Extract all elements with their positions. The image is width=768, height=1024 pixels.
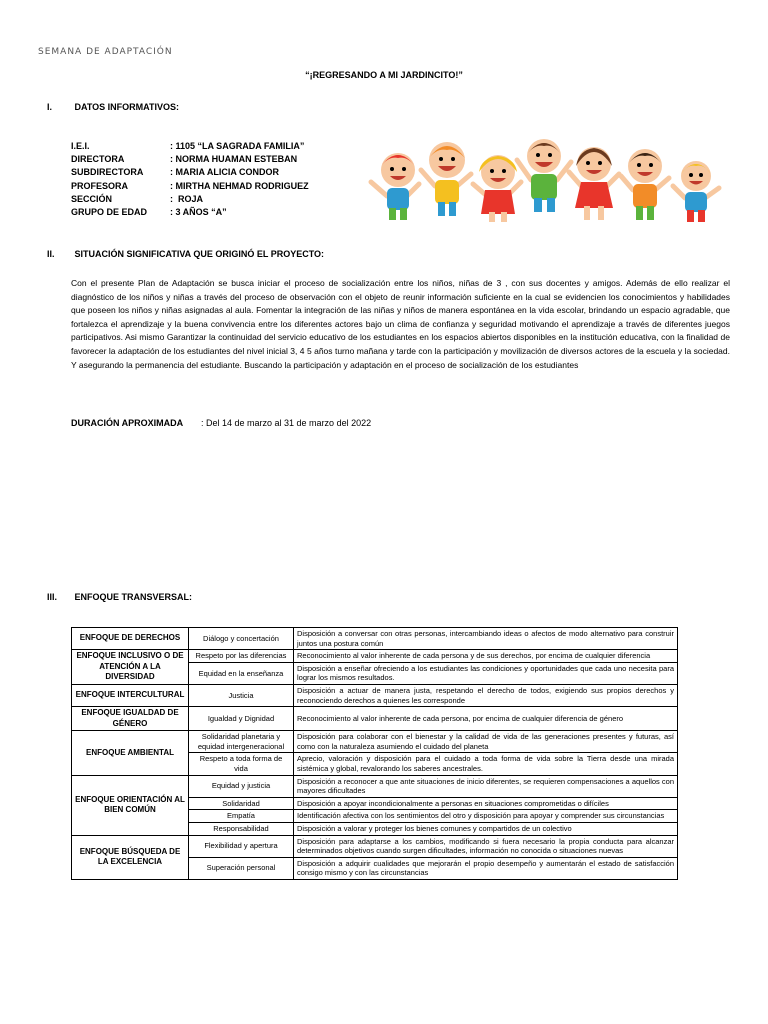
enfoque-description: Disposición a actuar de manera justa, respetando el derecho de todos, exigiendo sus propios derechos y reconociendo derechos a quienes les corresponde — [294, 684, 678, 706]
enfoque-value: Respeto por las diferencias — [189, 650, 294, 663]
info-row — [71, 193, 309, 206]
enfoque-description: Reconocimiento al valor inherente de cada persona, por encima de cualquier diferencia de género — [294, 707, 678, 731]
info-row — [71, 140, 309, 153]
info-value: : MIRTHA NEHMAD RODRIGUEZ — [170, 180, 309, 191]
enfoque-value: Empatía — [189, 810, 294, 823]
section-number: III. — [47, 592, 58, 602]
enfoque-description: Identificación afectiva con los sentimientos del otro y disposición para apoyar y comprender sus circunstancias — [294, 810, 678, 823]
enfoque-value: Equidad en la enseñanza — [189, 662, 294, 684]
child-figure — [517, 139, 571, 212]
enfoque-name: ENFOQUE DE DERECHOS — [72, 628, 189, 650]
enfoque-description: Disposición para adaptarse a los cambios, modificando si fuera necesario la propia conducta para alcanzar determinados objetivos cuando surgen dificultades, información no conocida o situaciones nuevas — [294, 835, 678, 857]
enfoque-name: ENFOQUE ORIENTACIÓN AL BIEN COMÚN — [72, 775, 189, 835]
info-value: : 1105 “LA SAGRADA FAMILIA” — [170, 141, 305, 151]
table-row — [72, 650, 678, 663]
info-row — [71, 180, 309, 193]
info-value: : MARIA ALICIA CONDOR — [170, 167, 279, 178]
info-row — [71, 206, 309, 219]
header-note: SEMANA DE ADAPTACIÓN — [38, 47, 173, 57]
situation-paragraph: Con el presente Plan de Adaptación se busca iniciar el proceso de socialización entre los niños, niñas de 3 , con sus docentes y amigos. Además de ello realizar el diagnóstico de los niños y niñas a través del proceso de observación con el objeto de reunir información suficiente en la cual se evidencien los conocimientos y habilidades que poseen los niños y niñas asignadas al aula. Fomentar la integración de las niñas y niños de manera espontánea en la vida escolar, brindando un espacio agradable, que fortalezca el aprendizaje y la buena convivencia entre los diferentes actores bajo un clima de confianza y seguridad motivando el aprendizaje a través de diferentes juegos participativos. Asi mismo Garantizar la continuidad del servicio educativo de los estudiantes en los espacios abiertos disponibles en la institución educativa, con la finalidad de favorecer la adaptación de los estudiantes del nivel inicial 3, 4 5 años turno mañana y tarde con la participación y movilización de diversos actores de la escuela y la sociedad. Y asegurando la permanencia del estudiante. Buscando la participación y adaptación en el proceso de socialización de los estudiantes — [71, 278, 730, 370]
enfoque-value: Justicia — [189, 684, 294, 706]
enfoque-name: ENFOQUE INCLUSIVO O DE ATENCIÓN A LA DIVERSIDAD — [72, 650, 189, 685]
enfoque-description: Aprecio, valoración y disposición para el cuidado a toda forma de vida sobre la Tierra desde una mirada sistémica y global, revalorando los saberes ancestrales. — [294, 753, 678, 775]
info-label: DIRECTORA — [71, 154, 125, 165]
info-value: : NORMA HUAMAN ESTEBAN — [170, 154, 298, 165]
child-figure — [673, 161, 719, 222]
info-value: : ROJA — [170, 193, 204, 204]
table-row — [72, 731, 678, 753]
info-label: SECCIÓN — [71, 193, 113, 204]
child-figure — [421, 142, 471, 216]
enfoque-value: Solidaridad planetaria y equidad intergeneracional — [189, 731, 294, 753]
enfoque-description: Reconocimiento al valor inherente de cada persona y de sus derechos, por encima de cualquier diferencia — [294, 650, 678, 663]
section-number: I. — [47, 102, 53, 112]
info-label: SUBDIRECTORA — [71, 167, 144, 178]
section-title: SITUACIÓN SIGNIFICATIVA QUE ORIGINÓ EL PROYECTO: — [74, 249, 325, 259]
enfoque-description: Disposición a adquirir cualidades que mejorarán el propio desempeño y aumentarán el estado de satisfacción consigo mismo y con las circunstancias — [294, 857, 678, 879]
section-number: II. — [47, 249, 55, 259]
enfoque-value: Respeto a toda forma de vida — [189, 753, 294, 775]
enfoque-description: Disposición a valorar y proteger los bienes comunes y compartidos de un colectivo — [294, 822, 678, 835]
enfoque-name: ENFOQUE BÚSQUEDA DE LA EXCELENCIA — [72, 835, 189, 879]
child-figure — [371, 153, 419, 220]
info-label: I.E.I. — [71, 141, 90, 151]
duration-line — [71, 418, 371, 428]
enfoque-name: ENFOQUE INTERCULTURAL — [72, 684, 189, 706]
happy-children-illustration — [365, 136, 755, 226]
info-row — [71, 166, 309, 179]
section-title: DATOS INFORMATIVOS: — [74, 102, 180, 112]
child-figure — [473, 155, 521, 222]
enfoque-value: Responsabilidad — [189, 822, 294, 835]
document-title: “¡REGRESANDO A MI JARDINCITO!” — [305, 70, 463, 80]
enfoque-value: Diálogo y concertación — [189, 628, 294, 650]
info-row — [71, 153, 309, 166]
enfoque-description: Disposición para colaborar con el bienestar y la calidad de vida de las generaciones presentes y futuras, así como con la naturaleza asumiendo el cuidado del planeta — [294, 731, 678, 753]
enfoque-value: Equidad y justicia — [189, 775, 294, 797]
enfoque-value: Solidaridad — [189, 797, 294, 810]
table-row — [72, 684, 678, 706]
enfoque-description: Disposición a reconocer a que ante situaciones de inicio diferentes, se requieren compensaciones a aquellos con mayores dificultades — [294, 775, 678, 797]
child-figure — [569, 147, 619, 220]
enfoque-description: Disposición a apoyar incondicionalmente a personas en situaciones comprometidas o difíciles — [294, 797, 678, 810]
table-row — [72, 628, 678, 650]
section-2-heading — [47, 249, 324, 259]
info-label: PROFESORA — [71, 180, 129, 191]
enfoque-value: Igualdad y Dignidad — [189, 707, 294, 731]
enfoque-description: Disposición a enseñar ofreciendo a los estudiantes las condiciones y oportunidades que cada uno necesita para lograr los mismos resultados. — [294, 662, 678, 684]
section-title: ENFOQUE TRANSVERSAL: — [74, 592, 193, 602]
section-3-heading — [47, 592, 192, 602]
enfoque-name: ENFOQUE IGUALDAD DE GÉNERO — [72, 707, 189, 731]
child-figure — [621, 149, 669, 220]
info-value: : 3 AÑOS “A” — [170, 207, 227, 218]
info-label: GRUPO DE EDAD — [71, 207, 148, 218]
enfoque-value: Superación personal — [189, 857, 294, 879]
duration-label: DURACIÓN APROXIMADA — [71, 418, 184, 428]
table-row — [72, 835, 678, 857]
enfoque-table — [71, 627, 678, 880]
section-1-heading — [47, 102, 179, 112]
enfoque-description: Disposición a conversar con otras personas, intercambiando ideas o afectos de modo alternativo para construir juntos una postura común — [294, 628, 678, 650]
enfoque-name: ENFOQUE AMBIENTAL — [72, 731, 189, 775]
info-list — [71, 140, 309, 219]
table-row — [72, 707, 678, 731]
table-row — [72, 775, 678, 797]
enfoque-value: Flexibilidad y apertura — [189, 835, 294, 857]
duration-value: : Del 14 de marzo al 31 de marzo del 2022 — [201, 418, 372, 428]
